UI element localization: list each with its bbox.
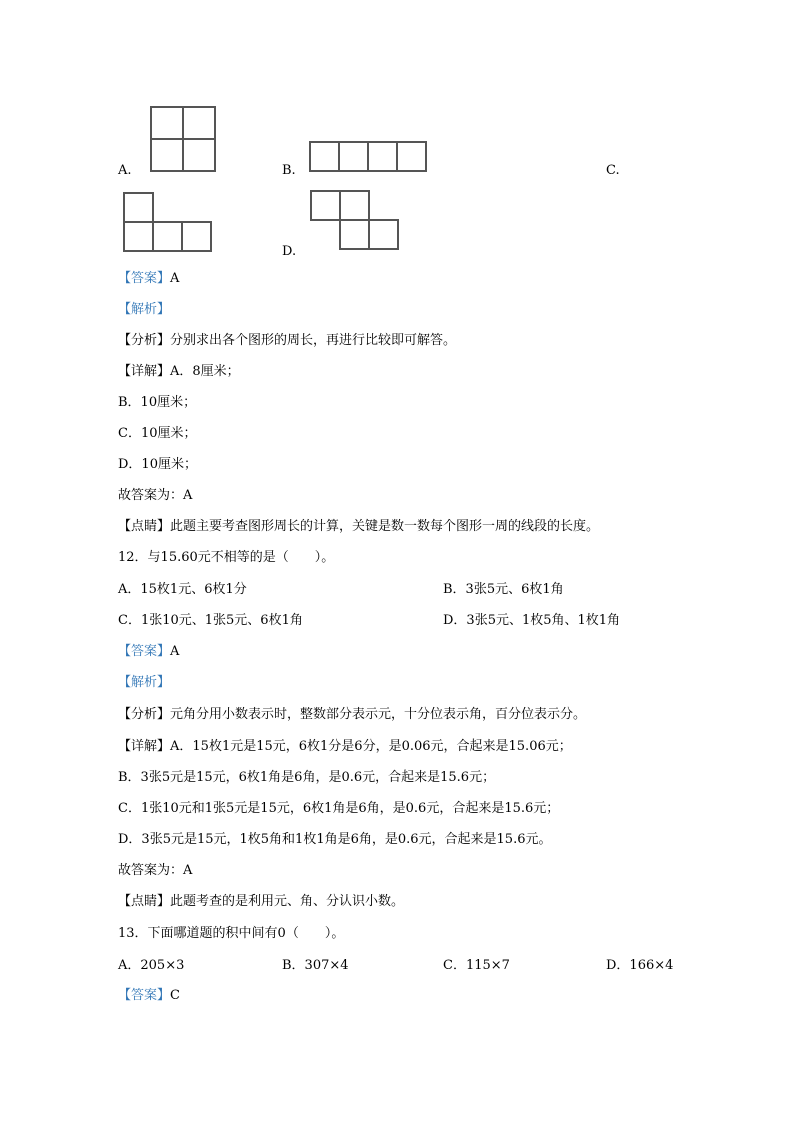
q12-detail: [118, 739, 572, 755]
option-b-label: B.: [282, 163, 296, 178]
detail-line: C．10厘米；: [118, 426, 197, 441]
comment-text: 此题考查的是利用元、角、分认识小数。: [170, 894, 405, 909]
detail-line: D．10厘米；: [118, 457, 197, 472]
fenxi-text: 元角分用小数表示时，整数部分表示元，十分位表示角，百分位表示分。: [170, 707, 587, 722]
detail-line: B．3张5元是15元，6枚1角是6角，是0.6元，合起来是15.6元；: [118, 770, 496, 785]
q12-question: 12．与15.60元不相等的是（ ）。: [118, 550, 335, 565]
comment-text: 此题主要考查图形周长的计算，关键是数一数每个图形一周的线段的长度。: [170, 519, 600, 534]
q13-option-b: B．307×4: [282, 958, 349, 973]
fenxi-text: 分别求出各个图形的周长，再进行比较即可解答。: [170, 333, 457, 348]
detail-line: C．1张10元和1张5元是15元，6枚1角是6角，是0.6元，合起来是15.6元；: [118, 801, 560, 816]
detail-tag: 【详解】: [118, 364, 171, 379]
q13-answer: [118, 988, 180, 1004]
q12-option-b: B．3张5元、6枚1角: [443, 582, 564, 597]
q12-fenxi: [118, 707, 586, 723]
q12-option-a: A．15枚1元、6枚1分: [118, 582, 247, 597]
comment-tag: 【点睛】: [118, 519, 171, 534]
option-d-label: D.: [282, 244, 297, 259]
answer-tag: 【答案】: [118, 271, 171, 286]
q11-answer: [118, 271, 179, 287]
comment-tag: 【点睛】: [118, 894, 171, 909]
q12-comment: [118, 894, 404, 910]
option-a-label: A.: [118, 163, 132, 178]
q11-comment: [118, 519, 599, 535]
answer-value: A: [170, 644, 180, 659]
q13-option-d: D．166×4: [606, 958, 674, 973]
q11-conclusion: 故答案为：A: [118, 488, 193, 503]
detail-line: A．8厘米；: [170, 364, 240, 379]
q12-option-d: D．3张5元、1枚5角、1枚1角: [443, 613, 621, 628]
answer-tag: 【答案】: [118, 988, 171, 1003]
detail-line: D．3张5元是15元，1枚5角和1枚1角是6角，是0.6元，合起来是15.6元。: [118, 832, 552, 847]
q11-detail: [118, 364, 240, 380]
q12-conclusion: 故答案为：A: [118, 863, 193, 878]
q12-answer: [118, 644, 179, 660]
detail-line: B．10厘米；: [118, 395, 197, 410]
q11-analysis-tag: 【解析】: [118, 302, 171, 317]
q13-question: 13．下面哪道题的积中间有0（ ）。: [118, 926, 345, 941]
q12-option-c: C．1张10元、1张5元、6枚1角: [118, 613, 303, 628]
option-c-label: C.: [606, 163, 620, 178]
answer-value: A: [170, 271, 180, 286]
fenxi-tag: 【分析】: [118, 333, 171, 348]
q13-option-a: A．205×3: [118, 958, 185, 973]
fenxi-tag: 【分析】: [118, 707, 171, 722]
detail-tag: 【详解】: [118, 739, 171, 754]
answer-value: C: [170, 988, 180, 1003]
q11-fenxi: [118, 333, 456, 349]
answer-tag: 【答案】: [118, 644, 171, 659]
q12-analysis-tag: 【解析】: [118, 675, 171, 690]
q13-option-c: C．115×7: [443, 958, 510, 973]
detail-line: A．15枚1元是15元，6枚1分是6分，是0.06元，合起来是15.06元；: [170, 739, 572, 754]
